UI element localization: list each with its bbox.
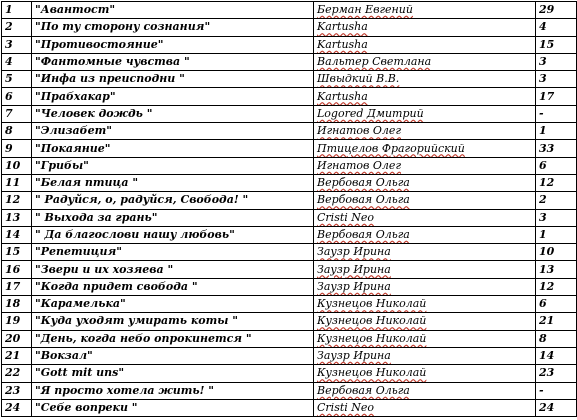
table-row [2, 209, 577, 226]
author-cell: Cristi Nео [314, 209, 536, 226]
author-cell: Игнатов Олег [314, 123, 536, 140]
title-cell: "Когда придет свобода " [32, 278, 314, 295]
score-cell: 14 [536, 347, 577, 364]
title-cell: "Фантомные чувства " [32, 53, 314, 70]
row-number-cell: 1 [2, 2, 32, 19]
table-row [2, 140, 577, 157]
row-number-cell: 24 [2, 399, 32, 416]
author-cell: Заузр Ирина [314, 244, 536, 261]
author-cell: Вербовая Ольга [314, 174, 536, 191]
table-row [2, 330, 577, 347]
row-number-cell: 23 [2, 382, 32, 399]
title-cell: "Человек дождь " [32, 105, 314, 122]
row-number-cell: 21 [2, 347, 32, 364]
title-cell: "Себе вопреки " [32, 399, 314, 416]
table-row [2, 365, 577, 382]
score-cell: 29 [536, 2, 577, 19]
score-cell: 3 [536, 71, 577, 88]
table-row [2, 347, 577, 364]
table-row [2, 399, 577, 416]
table-row [2, 382, 577, 399]
row-number-cell: 6 [2, 88, 32, 105]
table-row [2, 157, 577, 174]
title-cell: "Карамелька" [32, 296, 314, 313]
author-cell: Kartusha [314, 36, 536, 53]
table-row [2, 278, 577, 295]
title-cell: "Элизабет" [32, 123, 314, 140]
author-cell: Kartusha [314, 19, 536, 36]
score-cell: 33 [536, 140, 577, 157]
author-cell: Кузнецов Николай [314, 296, 536, 313]
score-cell: 2 [536, 192, 577, 209]
row-number-cell: 18 [2, 296, 32, 313]
score-cell: 1 [536, 123, 577, 140]
table-row [2, 36, 577, 53]
score-cell: 12 [536, 278, 577, 295]
title-cell: "Прабхакар" [32, 88, 314, 105]
row-number-cell: 17 [2, 278, 32, 295]
title-cell: "День, когда небо опрокинется " [32, 330, 314, 347]
score-cell: - [536, 105, 577, 122]
table-row [2, 19, 577, 36]
row-number-cell: 13 [2, 209, 32, 226]
title-cell: " Да благослови нашу любовь" [32, 226, 314, 243]
row-number-cell: 14 [2, 226, 32, 243]
title-cell: "Вокзал" [32, 347, 314, 364]
title-cell: " Радуйся, о, радуйся, Свобода! " [32, 192, 314, 209]
row-number-cell: 3 [2, 36, 32, 53]
author-cell: Kartusha [314, 88, 536, 105]
table-row [2, 105, 577, 122]
row-number-cell: 15 [2, 244, 32, 261]
row-number-cell: 16 [2, 261, 32, 278]
score-cell: 24 [536, 399, 577, 416]
title-cell: "Куда уходят умирать коты " [32, 313, 314, 330]
author-cell: Logored Дмитрий [314, 105, 536, 122]
results-table-body [2, 2, 577, 417]
table-row [2, 296, 577, 313]
title-cell: "Gott mit uns" [32, 365, 314, 382]
author-cell: Кузнецов Николай [314, 330, 536, 347]
row-number-cell: 5 [2, 71, 32, 88]
title-cell: "Покаяние" [32, 140, 314, 157]
title-cell: "Противостояние" [32, 36, 314, 53]
title-cell: "Белая птица " [32, 174, 314, 191]
title-cell: "Грибы" [32, 157, 314, 174]
author-cell: Кузнецов Николай [314, 365, 536, 382]
author-cell: Птицелов Фрагорийский [314, 140, 536, 157]
author-cell: Заузр Ирина [314, 278, 536, 295]
score-cell: - [536, 382, 577, 399]
score-cell: 6 [536, 296, 577, 313]
score-cell: 6 [536, 157, 577, 174]
table-row [2, 244, 577, 261]
author-cell: Заузр Ирина [314, 347, 536, 364]
author-cell: Вербовая Ольга [314, 192, 536, 209]
table-row [2, 2, 577, 19]
row-number-cell: 8 [2, 123, 32, 140]
row-number-cell: 19 [2, 313, 32, 330]
table-row [2, 226, 577, 243]
author-cell: Игнатов Олег [314, 157, 536, 174]
table-row [2, 88, 577, 105]
score-cell: 8 [536, 330, 577, 347]
score-cell: 10 [536, 244, 577, 261]
row-number-cell: 10 [2, 157, 32, 174]
results-table [1, 1, 577, 417]
table-row [2, 313, 577, 330]
row-number-cell: 20 [2, 330, 32, 347]
author-cell: Вербовая Ольга [314, 226, 536, 243]
table-row [2, 192, 577, 209]
score-cell: 12 [536, 174, 577, 191]
score-cell: 3 [536, 209, 577, 226]
author-cell: Вербовая Ольга [314, 382, 536, 399]
author-cell: Берман Евгений [314, 2, 536, 19]
table-row [2, 53, 577, 70]
table-row [2, 123, 577, 140]
row-number-cell: 4 [2, 53, 32, 70]
title-cell: "Звери и их хозяева " [32, 261, 314, 278]
score-cell: 15 [536, 36, 577, 53]
title-cell: "Инфа из преисподни " [32, 71, 314, 88]
title-cell: " Выхода за грань" [32, 209, 314, 226]
row-number-cell: 22 [2, 365, 32, 382]
author-cell: Кузнецов Николай [314, 313, 536, 330]
row-number-cell: 12 [2, 192, 32, 209]
row-number-cell: 7 [2, 105, 32, 122]
row-number-cell: 11 [2, 174, 32, 191]
author-cell: Швыдкий В.В. [314, 71, 536, 88]
score-cell: 4 [536, 19, 577, 36]
score-cell: 13 [536, 261, 577, 278]
score-cell: 1 [536, 226, 577, 243]
row-number-cell: 9 [2, 140, 32, 157]
row-number-cell: 2 [2, 19, 32, 36]
title-cell: "Репетиция" [32, 244, 314, 261]
score-cell: 17 [536, 88, 577, 105]
author-cell: Вальтер Светлана [314, 53, 536, 70]
author-cell: Заузр Ирина [314, 261, 536, 278]
table-row [2, 174, 577, 191]
title-cell: "Я просто хотела жить! " [32, 382, 314, 399]
score-cell: 21 [536, 313, 577, 330]
score-cell: 23 [536, 365, 577, 382]
title-cell: "Авантост" [32, 2, 314, 19]
author-cell: Cristi Nео [314, 399, 536, 416]
score-cell: 3 [536, 53, 577, 70]
table-row [2, 261, 577, 278]
table-row [2, 71, 577, 88]
title-cell: "По ту сторону сознания" [32, 19, 314, 36]
